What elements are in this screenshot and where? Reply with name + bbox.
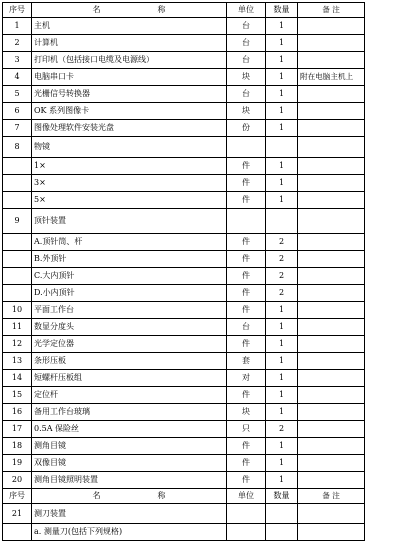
row-unit: 对 [227,370,266,387]
header-note: 备 注 [298,3,365,18]
row-note [298,137,365,158]
row-number: 21 [3,504,32,524]
row-unit: 件 [227,455,266,472]
row-unit: 台 [227,18,266,35]
row-quantity: 1 [266,158,298,175]
row-number: 15 [3,387,32,404]
header-unit: 单位 [227,489,266,504]
table-row [3,103,365,120]
row-number: 2 [3,35,32,52]
row-name: 1× [32,158,227,175]
row-name: 计算机 [32,35,227,52]
row-note [298,421,365,438]
row-unit: 台 [227,86,266,103]
row-unit: 份 [227,120,266,137]
row-number: 11 [3,319,32,336]
row-quantity: 1 [266,52,298,69]
row-unit: 台 [227,319,266,336]
row-unit: 台 [227,35,266,52]
table-row [3,209,365,234]
row-note [298,103,365,120]
row-name: 条形压板 [32,353,227,370]
row-number: 19 [3,455,32,472]
row-quantity: 2 [266,234,298,251]
header-qty: 数量 [266,3,298,18]
row-number: 1 [3,18,32,35]
row-number: 9 [3,209,32,234]
row-unit: 件 [227,285,266,302]
row-number [3,158,32,175]
row-name: 备用工作台玻璃 [32,404,227,421]
row-quantity: 1 [266,69,298,86]
row-number: 13 [3,353,32,370]
row-name: C.大内顶针 [32,268,227,285]
row-note [298,504,365,524]
row-quantity: 1 [266,455,298,472]
row-name: 主机 [32,18,227,35]
row-quantity: 1 [266,120,298,137]
table-row [3,387,365,404]
row-number: 14 [3,370,32,387]
table-row [3,319,365,336]
row-name: 物镜 [32,137,227,158]
row-number: 20 [3,472,32,489]
table-row [3,35,365,52]
row-unit: 套 [227,353,266,370]
table-row [3,86,365,103]
row-unit [227,137,266,158]
row-name: 数显分度头 [32,319,227,336]
table-row [3,192,365,209]
row-unit: 件 [227,175,266,192]
header-row [3,3,365,18]
row-note [298,209,365,234]
row-name: 光栅信号转换器 [32,86,227,103]
table-row [3,158,365,175]
row-number [3,268,32,285]
row-name: D.小内顶针 [32,285,227,302]
row-note [298,472,365,489]
row-note [298,268,365,285]
row-note [298,52,365,69]
row-unit: 件 [227,302,266,319]
table-row [3,438,365,455]
header-name [32,3,227,18]
table-row [3,302,365,319]
table-row [3,285,365,302]
row-unit: 件 [227,438,266,455]
row-number [3,234,32,251]
row-quantity: 2 [266,268,298,285]
row-number [3,192,32,209]
row-name: B.外顶针 [32,251,227,268]
row-unit: 件 [227,472,266,489]
row-unit: 块 [227,69,266,86]
table-row [3,504,365,524]
table-row [3,18,365,35]
row-unit: 件 [227,251,266,268]
row-number: 5 [3,86,32,103]
row-number [3,251,32,268]
table-row [3,421,365,438]
table-row [3,69,365,86]
table-row [3,404,365,421]
row-name: 图像处理软件安装光盘 [32,120,227,137]
row-quantity: 2 [266,251,298,268]
row-note [298,353,365,370]
row-quantity: 1 [266,438,298,455]
row-quantity: 1 [266,175,298,192]
header-name-left: 名 [92,491,101,500]
accessory-list-table [2,2,365,541]
row-quantity: 1 [266,192,298,209]
row-note [298,35,365,52]
row-name: 测刀装置 [32,504,227,524]
row-name: 光学定位器 [32,336,227,353]
row-quantity: 1 [266,319,298,336]
row-note [298,524,365,541]
row-number [3,524,32,541]
row-note [298,285,365,302]
row-unit [227,524,266,541]
row-quantity: 1 [266,472,298,489]
row-number: 8 [3,137,32,158]
row-number: 18 [3,438,32,455]
row-note [298,438,365,455]
row-quantity [266,137,298,158]
table-row [3,120,365,137]
row-note [298,158,365,175]
row-note: 附在电脑主机上 [298,69,365,86]
row-quantity: 2 [266,421,298,438]
table-row [3,234,365,251]
row-name: 测角目镜照明装置 [32,472,227,489]
table-row [3,268,365,285]
row-number: 12 [3,336,32,353]
table-row [3,455,365,472]
row-unit: 件 [227,192,266,209]
table-row [3,52,365,69]
row-unit: 件 [227,158,266,175]
row-quantity [266,504,298,524]
table-row [3,336,365,353]
table-row [3,472,365,489]
row-quantity: 2 [266,285,298,302]
row-note [298,86,365,103]
row-number [3,175,32,192]
row-name: 打印机（包括接口电缆及电源线） [32,52,227,69]
row-name: 5× [32,192,227,209]
row-quantity: 1 [266,353,298,370]
row-name: 电脑串口卡 [32,69,227,86]
row-unit: 块 [227,404,266,421]
row-note [298,404,365,421]
row-unit: 只 [227,421,266,438]
row-quantity: 1 [266,404,298,421]
row-note [298,336,365,353]
row-note [298,387,365,404]
row-quantity: 1 [266,103,298,120]
row-number: 3 [3,52,32,69]
row-quantity [266,524,298,541]
header-name [32,489,227,504]
row-quantity: 1 [266,336,298,353]
row-quantity: 1 [266,387,298,404]
row-unit: 块 [227,103,266,120]
header-qty: 数量 [266,489,298,504]
row-name: 定位杆 [32,387,227,404]
row-note [298,251,365,268]
row-note [298,18,365,35]
row-note [298,302,365,319]
header-name-right: 称 [157,491,166,500]
row-quantity: 1 [266,18,298,35]
row-unit: 件 [227,234,266,251]
row-note [298,175,365,192]
table-row [3,353,365,370]
row-number [3,285,32,302]
row-unit [227,504,266,524]
row-number: 7 [3,120,32,137]
row-number: 10 [3,302,32,319]
row-name: 3× [32,175,227,192]
row-name: a. 测量刀(包括下列规格) [32,524,227,541]
row-unit [227,209,266,234]
header-no: 序号 [3,3,32,18]
header-note: 备 注 [298,489,365,504]
row-name: 测角目镜 [32,438,227,455]
table-row [3,524,365,541]
row-note [298,370,365,387]
header-no: 序号 [3,489,32,504]
table-row [3,251,365,268]
table-row [3,175,365,192]
row-unit: 件 [227,268,266,285]
row-name: OK 系列图像卡 [32,103,227,120]
row-name: 平面工作台 [32,302,227,319]
row-number: 17 [3,421,32,438]
row-number: 6 [3,103,32,120]
header-row [3,489,365,504]
row-number: 4 [3,69,32,86]
row-name: 双像目镜 [32,455,227,472]
row-note [298,120,365,137]
row-quantity: 1 [266,86,298,103]
row-name: 短螺杆压板组 [32,370,227,387]
row-quantity [266,209,298,234]
row-quantity: 1 [266,35,298,52]
row-name: 0.5A 保险丝 [32,421,227,438]
row-unit: 件 [227,387,266,404]
row-name: A.顶针筒、杆 [32,234,227,251]
table-row [3,370,365,387]
row-name: 顶针装置 [32,209,227,234]
table-row [3,137,365,158]
row-note [298,234,365,251]
row-note [298,192,365,209]
row-note [298,455,365,472]
row-unit: 件 [227,336,266,353]
header-name-left: 名 [92,5,101,14]
row-quantity: 1 [266,302,298,319]
row-quantity: 1 [266,370,298,387]
row-note [298,319,365,336]
row-number: 16 [3,404,32,421]
header-unit: 单位 [227,3,266,18]
row-unit: 台 [227,52,266,69]
header-name-right: 称 [157,5,166,14]
